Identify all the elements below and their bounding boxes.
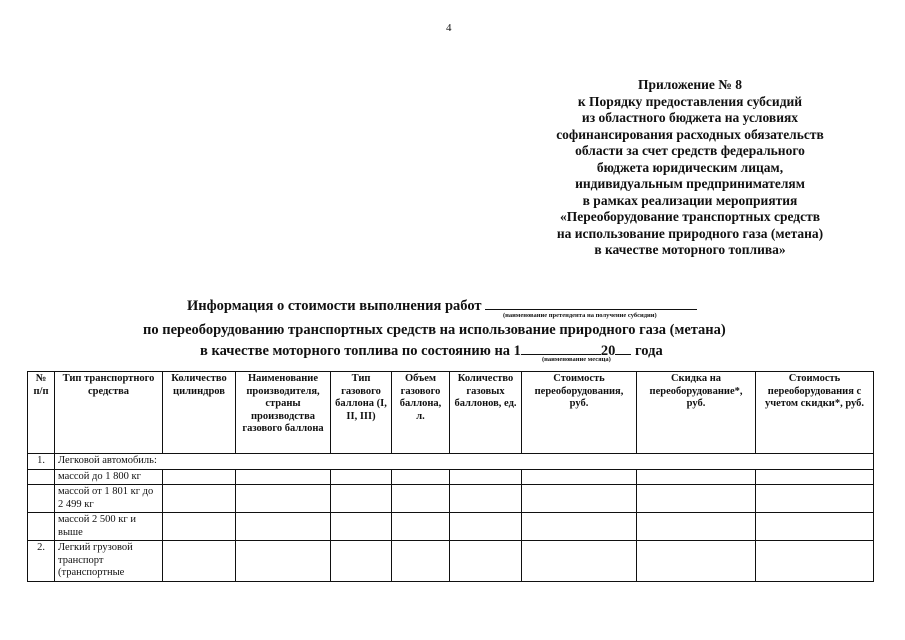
row-label: массой от 1 801 кг до 2 499 кг xyxy=(55,485,163,513)
appendix-line: области за счет средств федерального xyxy=(575,143,805,158)
table-cell xyxy=(522,469,637,485)
table-cell xyxy=(450,485,522,513)
table-cell xyxy=(392,485,450,513)
heading-line-2: по переоборудованию транспортных средств на использование природного газа (метана) xyxy=(143,322,726,338)
table-cell xyxy=(163,485,236,513)
appendix-line: софинансирования расходных обязательств xyxy=(556,126,824,142)
table-cell xyxy=(163,469,236,485)
row-label: массой 2 500 кг и выше xyxy=(55,513,163,541)
table-cell xyxy=(236,469,331,485)
date-suffix: года xyxy=(635,343,663,359)
year-prefix: 20 xyxy=(600,343,616,359)
table-cell xyxy=(331,469,392,485)
row-number xyxy=(28,469,55,485)
appendix-line: индивидуальным предпринимателям xyxy=(575,176,805,191)
header-cell: Объем газового баллона, л. xyxy=(392,372,450,454)
appendix-line: в рамках реализации мероприятия xyxy=(582,192,798,208)
header-cell: Скидка на переоборудование*, руб. xyxy=(637,372,756,454)
table-cell xyxy=(637,469,756,485)
cost-table xyxy=(27,371,874,582)
page-number: 4 xyxy=(446,22,452,34)
month-caption: (наименование месяца) xyxy=(542,356,611,363)
table-cell xyxy=(236,513,331,541)
row-number: 2. xyxy=(28,541,55,582)
table-cell xyxy=(637,541,756,582)
table-cell xyxy=(756,469,874,485)
table-cell xyxy=(450,469,522,485)
table-row xyxy=(28,469,874,485)
row-label: Легкий грузовой транспорт (транспортные xyxy=(55,541,163,582)
table-cell xyxy=(450,513,522,541)
table-row xyxy=(28,454,874,470)
table-cell xyxy=(392,469,450,485)
table-row xyxy=(28,541,874,582)
header-cell: Количество цилиндров xyxy=(163,372,236,454)
date-prefix: в качестве моторного топлива по состоянию на 1 xyxy=(200,343,521,359)
header-cell: Количество газовых баллонов, ед. xyxy=(450,372,522,454)
heading-text: Информация о стоимости выполнения работ xyxy=(187,298,482,314)
header-cell: Стоимость переоборудования, руб. xyxy=(522,372,637,454)
appendix-block xyxy=(520,77,860,259)
table-cell xyxy=(236,541,331,582)
appendix-line: из областного бюджета на условиях xyxy=(581,110,799,125)
table-header-row xyxy=(28,372,874,454)
row-number xyxy=(28,485,55,513)
appendix-line: в качестве моторного топлива» xyxy=(594,242,786,257)
appendix-line: на использование природного газа (метана) xyxy=(556,225,824,241)
appendix-line: «Переоборудование транспортных средств xyxy=(559,209,821,224)
header-cell: Тип транспортного средства xyxy=(55,372,163,454)
table-cell xyxy=(637,485,756,513)
row-number: 1. xyxy=(28,454,55,470)
table-cell xyxy=(236,485,331,513)
header-cell: № п/п xyxy=(28,372,55,454)
appendix-line: бюджета юридическим лицам, xyxy=(596,159,784,175)
table-cell xyxy=(756,541,874,582)
row-label: Легковой автомобиль: xyxy=(55,454,874,470)
table-cell xyxy=(331,485,392,513)
table-row xyxy=(28,513,874,541)
applicant-caption: (наименование претендента на получение субсидии) xyxy=(503,312,657,319)
year-blank xyxy=(615,340,631,355)
table-cell xyxy=(756,485,874,513)
table-cell xyxy=(756,513,874,541)
table-cell xyxy=(392,541,450,582)
table-cell xyxy=(450,541,522,582)
header-cell: Тип газового баллона (I, II, III) xyxy=(331,372,392,454)
row-number xyxy=(28,513,55,541)
table-cell xyxy=(522,541,637,582)
header-cell: Стоимость переоборудования с учетом скидки*, руб. xyxy=(756,372,874,454)
header-cell: Наименование производителя, страны производства газового баллона xyxy=(236,372,331,454)
month-blank xyxy=(521,340,601,355)
table-cell xyxy=(163,541,236,582)
table-cell xyxy=(392,513,450,541)
appendix-line: Приложение № 8 xyxy=(638,77,742,92)
row-label: массой до 1 800 кг xyxy=(55,469,163,485)
table-cell xyxy=(331,541,392,582)
table-cell xyxy=(522,513,637,541)
applicant-name-blank xyxy=(485,295,697,310)
table-row xyxy=(28,485,874,513)
table-cell xyxy=(522,485,637,513)
table-cell xyxy=(637,513,756,541)
appendix-line: к Порядку предоставления субсидий xyxy=(577,93,803,109)
table-cell xyxy=(163,513,236,541)
table-cell xyxy=(331,513,392,541)
